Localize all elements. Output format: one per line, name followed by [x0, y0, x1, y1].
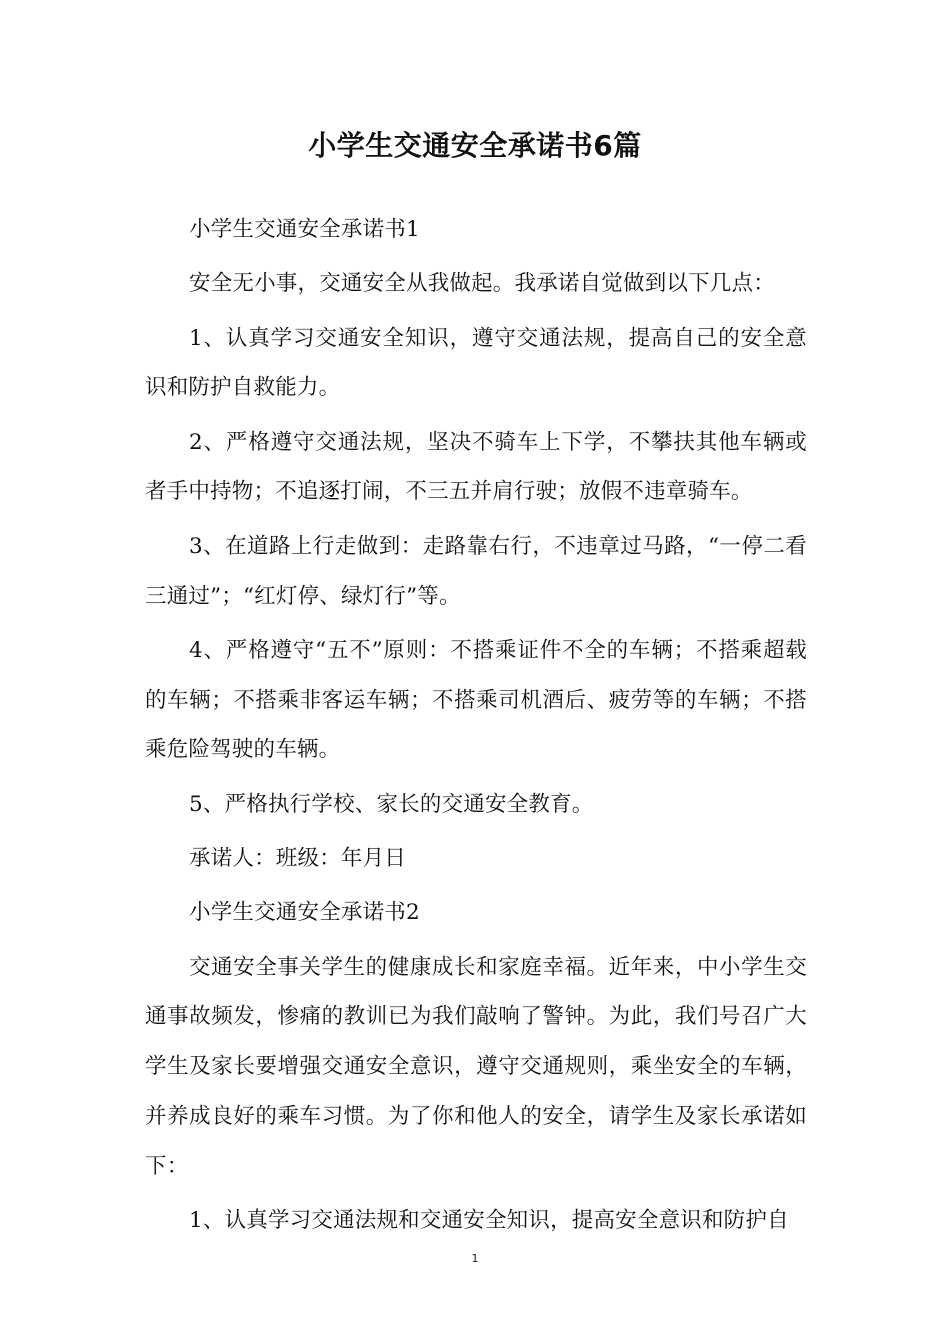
page-number: 1 [471, 1252, 479, 1265]
section-2-item-1: 1、认真学习交通法规和交通安全知识，提高安全意识和防护自 [189, 1208, 789, 1234]
section-heading-2: 小学生交通安全承诺书2 [189, 900, 420, 926]
document-title: 小学生交通安全承诺书6篇 [308, 129, 642, 162]
pledge-item-2: 2、严格遵守交通法规，坚决不骑车上下学，不攀扶其他车辆或者手中持物；不追逐打闹，不三五并肩行驶；放假不违章骑车。 [145, 429, 807, 505]
section-2-intro-paragraph: 交通安全事关学生的健康成长和家庭幸福。近年来，中小学生交通事故频发，惨痛的教训已为我们敲响了警钟。为此，我们号召广大学生及家长要增强交通安全意识，遵守交通规则，乘坐安全的车辆，并养成良好的乘车习惯。为了你和他人的安全，请学生及家长承诺如下： [145, 954, 807, 1179]
pledge-item-3: 3、在道路上行走做到：走路靠右行，不违章过马路，“一停二看三通过”；“红灯停、绿灯行”等。 [145, 533, 807, 609]
pledge-item-5: 5、严格执行学校、家长的交通安全教育。 [189, 791, 594, 817]
pledge-item-1: 1、认真学习交通安全知识，遵守交通法规，提高自己的安全意识和防护自救能力。 [145, 325, 807, 401]
document-body [145, 205, 807, 1250]
intro-paragraph: 安全无小事，交通安全从我做起。我承诺自觉做到以下几点： [189, 271, 775, 297]
signature-line: 承诺人：班级：年月日 [189, 846, 407, 872]
pledge-item-4: 4、严格遵守“五不”原则：不搭乘证件不全的车辆；不搭乘超载的车辆；不搭乘非客运车辆；不搭乘司机酒后、疲劳等的车辆；不搭乘危险驾驶的车辆。 [145, 637, 807, 763]
section-heading-1: 小学生交通安全承诺书1 [189, 217, 420, 242]
